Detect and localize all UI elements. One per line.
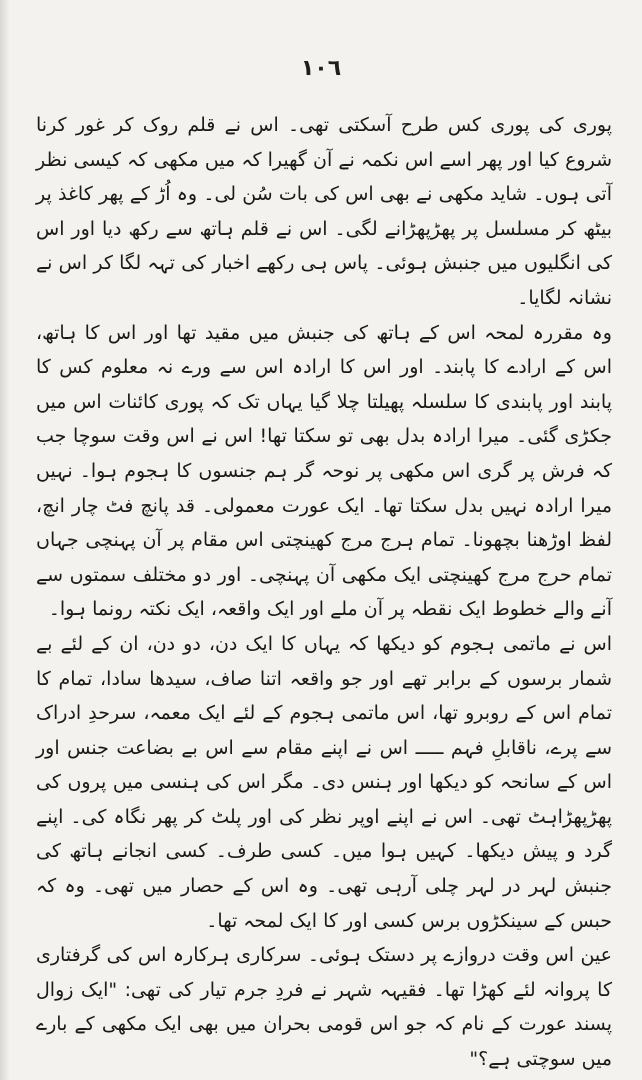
paragraph-4: عین اس وقت دروازے پر دستک ہوئی۔ سرکاری ہرکارہ اس کی گرفتاری کا پروانہ لئے کھڑا تھا۔ فقیہہ شہر نے فردِ جرم تیار کی تھی: "ایک زوال پسند عورت کے نام کہ جو اس قومی بحران میں بھی ایک مکھی کے بارے میں سوچتی ہے؟" [36,944,612,1071]
paragraph-1: پوری کی پوری کس طرح آسکتی تھی۔ اس نے قلم روک کر غور کرنا شروع کیا اور پھر اسے اس نکمہ نے آن گھیرا کہ میں مکھی کہ کیسی نظر آتی ہوں۔ شاید مکھی نے بھی اس کی بات سُن لی۔ وہ اُڑ کے پھر کاغذ پر بیٹھ کر مسلسل پر پھڑپھڑانے لگی۔ اس نے قلم ہاتھ سے رکھ دیا اور اس کی انگلیوں میں جنبش ہوئی۔ پاس ہی رکھے اخبار کی تہہ لگا کر اس نے نشانہ لگایا۔ [36,114,612,309]
page-number: ١٠٦ [300,56,342,81]
page-spine-shadow [0,0,10,1080]
paragraph-3: اس نے ماتمی ہجوم کو دیکھا کہ یہاں کا ایک دن، دو دن، ان کے لئے بے شمار برسوں کے برابر تھے اور جو واقعہ اتنا صاف، سیدھا سادا، تمام کا تمام اس کے روبرو تھا، اس ماتمی ہجوم کے لئے ایک معمہ، سرحدِ ادراک سے پرے، ناقابلِ فہم ـــــ اس نے اپنے مقام سے اس بے بضاعت جنس اور اس کے سانحہ کو دیکھا اور ہنس دی۔ مگر اس کی ہنسی میں پروں کی پھڑپھڑاہٹ تھی۔ اس نے اپنے اوپر نظر کی اور پلٹ کر پھر نگاہ کی۔ اپنے گرد و پیش دیکھا۔ کہیں ہوا میں۔ کسی طرف۔ کسی انجانے ہاتھ کی جنبش لہر در لہر چلی آرہی تھی۔ وہ اس کے حصار میں تھی۔ وہ کہ حبس کے سینکڑوں برس کسی اور کا ایک لمحہ تھا۔ [36,632,612,932]
body-text [36,108,612,1077]
paragraph-2: وہ مقررہ لمحہ اس کے ہاتھ کی جنبش میں مقید تھا اور اس کا ہاتھ، اس کے ارادے کا پابند۔ اور اس کا ارادہ اس سے ورے نہ معلوم کس کا پابند اور پابندی کا سلسلہ پھیلتا چلا گیا یہاں تک کہ پوری کائنات اس میں جکڑی گئی۔ میرا ارادہ بدل بھی تو سکتا تھا! اس نے اس وقت سوچا جب کہ فرش پر گری اس مکھی پر نوحہ گر ہم جنسوں کا ہجوم ہوا۔ نہیں میرا ارادہ نہیں بدل سکتا تھا۔ ایک عورت معمولی۔ قد پانچ فٹ چار انچ، لفظ اوڑھنا بچھونا۔ تمام ہرج مرج کھینچتی اس مقام پر آن پہنچی جہاں تمام حرج مرج کھینچتی ایک مکھی آن پہنچی۔ اور دو مختلف سمتوں سے آنے والے خطوط ایک نقطہ پر آن ملے اور ایک واقعہ، ایک نکتہ رونما ہوا۔ [36,321,612,621]
